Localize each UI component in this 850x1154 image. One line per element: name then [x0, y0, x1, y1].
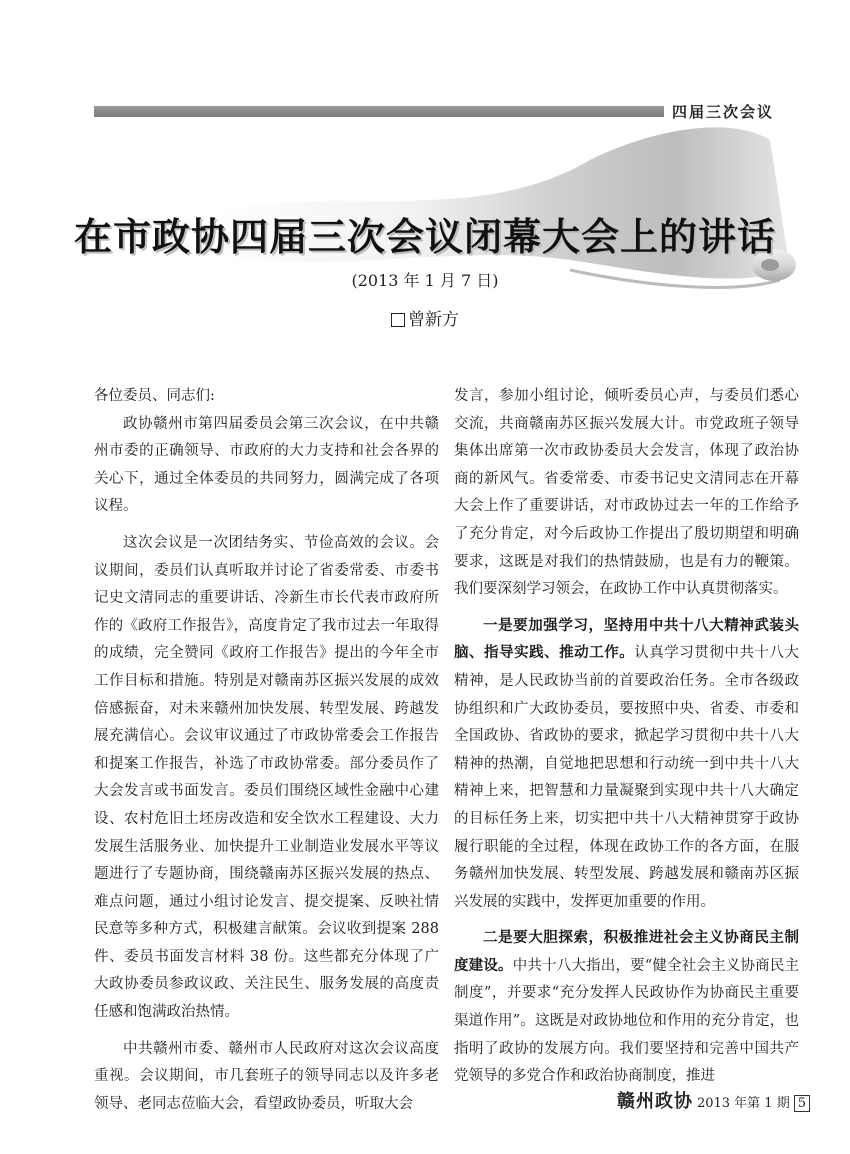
issue-label: 2013 年第 1 期	[696, 1096, 790, 1111]
right-column	[454, 383, 799, 1091]
author-name: 曾新方	[408, 310, 459, 330]
paragraph-2: 这次会议是一次团结务实、节俭高效的会议。会议期间，委员们认真听取并讨论了省委常委、市委书记史文清同志的重要讲话、冷新生市长代表市政府所作的《政府工作报告》，高度肯定了我市过去一年取得的成绩，完全赞同《政府工作报告》提出的今年全市工作目标和措施。特别是对赣南苏区振兴发展的成效倍感振奋，对未来赣州加快发展、转型发展、跨越发展充满信心。会议审议通过了市政协常委会工作报告和提案工作报告，补选了市政协常委。部分委员作了大会发言或书面发言。委员们围绕区域性金融中心建设、农村危旧土坯房改造和安全饮水工程建设、大力发展生活服务业、加快提升工业制造业发展水平等议题进行了专题协商，围绕赣南苏区振兴发展的热点、难点问题，通过小组讨论发言、提交提案、反映社情民意等多种方式，积极建言献策。会议收到提案 288 件、委员书面发言材料 38 份。这些都充分体现了广大政协委员参政议政、关注民生、服务发展的高度责任感和饱满政治热情。	[94, 534, 439, 1021]
article-date: (2013 年 1 月 7 日)	[351, 271, 499, 290]
salutation: 各位委员、同志们:	[94, 388, 215, 404]
author-box-icon	[391, 313, 405, 327]
point-one-text: 认真学习贯彻中共十八大精神，是人民政协当前的首要政治任务。全市各级政协组织和广大政协委员，要按照中央、省委、市委和全国政协、省政协的要求，掀起学习贯彻中共十八大精神的热潮，自觉地把思想和行动统一到中共十八大精神上来，把智慧和力量凝聚到实现中共十八大确定的目标任务上来，切实把中共十八大精神贯穿于政协履行职能的全过程，体现在政协工作的各方面，在服务赣州加快发展、转型发展、跨越发展和赣南苏区振兴发展的实践中，发挥更加重要的作用。	[454, 645, 800, 910]
point-two-text: 中共十八大指出，要“健全社会主义协商民主制度”，并要求“充分发挥人民政协作为协商民主重要渠道作用”。这既是对政协地位和作用的充分肯定，也指明了政协的发展方向。我们要坚持和完善中国共产党领导的多党合作和政治协商制度，推进	[454, 957, 799, 1085]
point-one-heading: 一是要加强学习，坚持用中共十八大精神武装头脑、指导实践、推动工作。	[454, 617, 799, 662]
article-author	[0, 305, 850, 330]
page-footer	[560, 1087, 810, 1113]
article-title: 在市政协四届三次会议闭幕大会上的讲话	[73, 215, 776, 259]
paragraph-1: 政协赣州市第四届委员会第三次会议，在中共赣州市委的正确领导、市政府的大力支持和社会各界的关心下，通过全体委员的共同努力，圆满完成了各项议程。	[94, 415, 439, 515]
paragraph-3-continued: 发言，参加小组讨论，倾听委员心声，与委员们悉心交流，共商赣南苏区振兴发展大计。市党政班子领导集体出席第一次市政协委员大会发言，体现了政治协商的新风气。省委常委、市委书记史文清同志在开幕大会上作了重要讲话，对市政协过去一年的工作给予了充分肯定，对今后政协工作提出了殷切期望和明确要求，这既是对我们的热情鼓励，也是有力的鞭策。我们要深刻学习领会，在政协工作中认真贯彻落实。	[454, 388, 799, 598]
header-rule	[94, 106, 664, 117]
page-number: 5	[794, 1095, 810, 1112]
paragraph-3: 中共赣州市委、赣州市人民政府对这次会议高度重视。会议期间，市几套班子的领导同志以及许多老领导、老同志莅临大会，看望政协委员，听取大会	[94, 1040, 439, 1112]
left-column	[94, 383, 439, 1118]
journal-name: 赣州政协	[616, 1091, 693, 1112]
point-two-heading: 二是要大胆探索，积极推进社会主义协商民主制度建设。	[454, 930, 799, 974]
paragraph-5	[454, 925, 799, 1091]
paragraph-4	[454, 613, 799, 917]
section-label: 四届三次会议	[672, 103, 775, 121]
